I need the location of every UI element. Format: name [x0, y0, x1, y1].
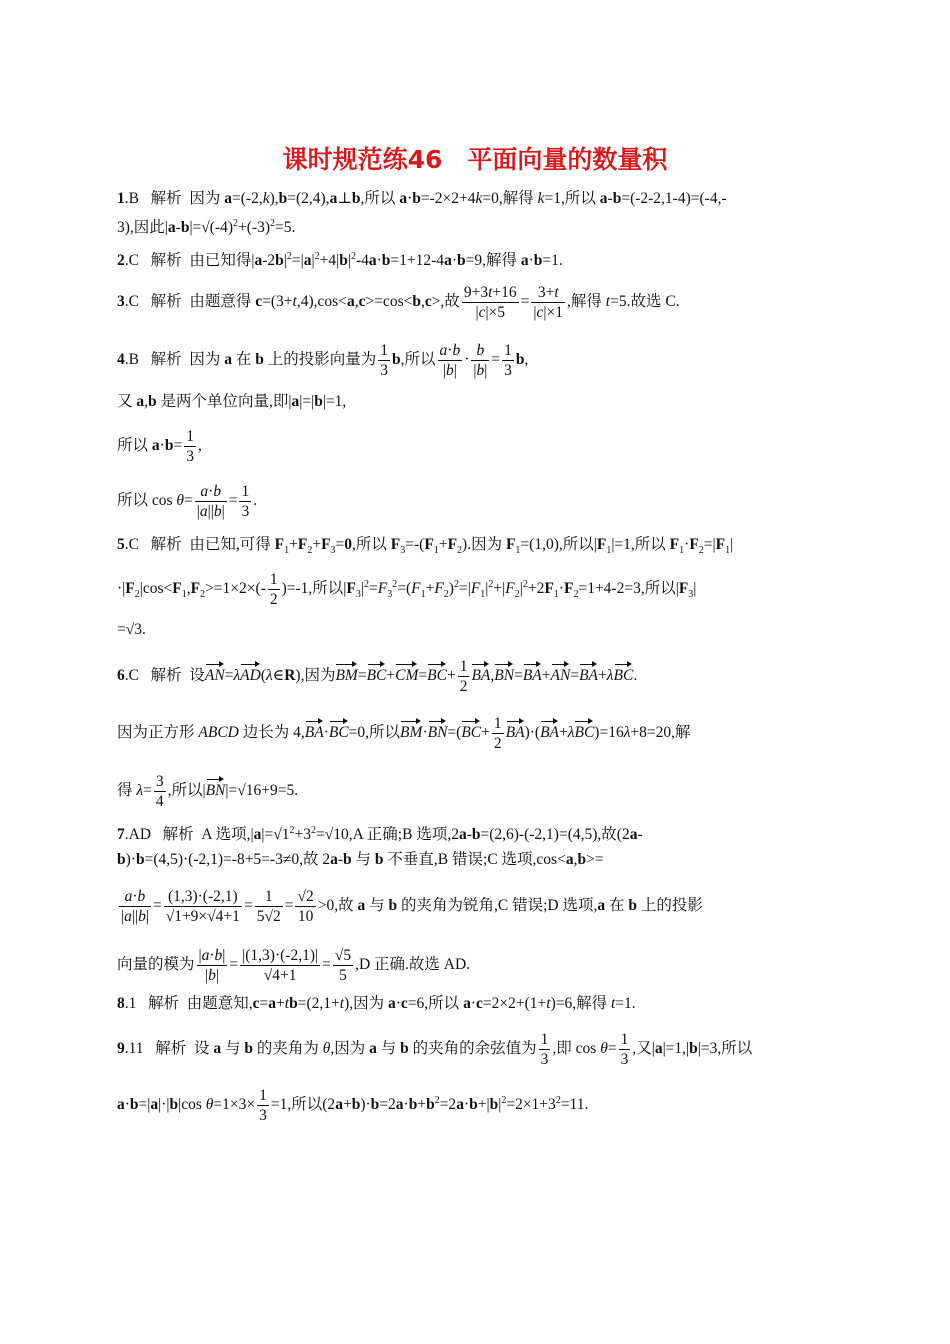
- solution-6-line-2: 因为正方形 ABCD 边长为 4,BA·BC=0,所以BM·BN=(BC+ $\frac{1}{2}$ BA)·(BA+λBC)=16λ+8=20,解: [117, 715, 691, 752]
- solution-8: 8.1 解析 由题意知,c=a+tb=(2,1+t),因为 a·c=6,所以 a·c=2×2+(1+t)=6,解得 t=1.: [117, 995, 636, 1012]
- item-number: 1: [117, 190, 125, 207]
- solution-9-line-2: a·b=|a|·|b|cos θ=1×3× $\frac{1}{3}$ =1,所以$(2a+b)\cdot b=2a\cdot b+b^2=2a\cdot b+|b|^2=2\times 1+3^2=11$.: [117, 1087, 589, 1124]
- solution-1-line-1: 1.B 解析 因为 a=(-2,k),b=(2,4),a⊥b,所以 a·b=-2×2+4k=0,解得 k=1,所以 a-b=(-2-2,1-4)=(-4,-: [117, 190, 727, 207]
- solution-1-line-2: 3),因此$|a-b|=√(-4)^2+(-3)^2=5$.: [117, 218, 296, 237]
- answer: .C: [124, 252, 139, 270]
- solution-7-line-3: $\frac{a\cdot b}{|a||b|}$ = $\frac{(1,3)\cdot(-2,1)}{√1+9\times√4+1}$ = $\frac{1}{5√2}$ = $\frac{√2}{10}$ >0,故 a 与 b 的夹角为锐角,C 错误;D 选项,a 在 b 上的投影: [121, 888, 703, 925]
- item-number: 5: [117, 536, 125, 553]
- answer: .C: [124, 536, 139, 553]
- solution-4-line-2: 又 a,b 是两个单位向量,即|a|=|b|=1,: [117, 393, 347, 410]
- solution-3: 3.C 解析 由题意得 c=(3+t,4),cos<a,c>=cos<b,c>,故 $\frac{9+3t+16}{|c|\times 5}$ = $\frac{3+t}{|c|\times 1}$ ,解得 t=5.故选 C.: [117, 284, 680, 321]
- solution-5-line-2: $\cdot|F_2|\cos<F_1,F_2>=1\times 2\times(-$ $\frac{1}{2}$ )=-1,所以$|F_3|^2=F_3^2=(F_1+F_2)^2=|F_1|^2+|F_2|^2+2F_1\cdot F_2=1+4-2=3$,所以$|F_3|$: [117, 571, 697, 608]
- answer: .C: [124, 293, 139, 311]
- item-number: 2: [117, 252, 125, 270]
- item-number: 9: [117, 1040, 125, 1058]
- answer: .B: [124, 351, 139, 369]
- analysis-label: 解析: [150, 667, 182, 685]
- solution-4-line-3: 所以 a·b= $\frac{1}{3}$ ,: [117, 428, 202, 465]
- item-number: 8: [117, 995, 125, 1012]
- solution-6-line-1: 6.C 解析 设AN=λAD(λ∈R),因为BM=BC+CM=BC+ $\frac{1}{2}$ BA,BN=BA+AN=BA+λBC.: [117, 658, 638, 695]
- item-number: 6: [117, 667, 125, 685]
- analysis-label: 解析: [150, 252, 182, 270]
- answer: .AD: [124, 826, 152, 844]
- answer: .B: [124, 190, 139, 207]
- page-title: 课时规范练46 平面向量的数量积: [282, 145, 668, 174]
- analysis-label: 解析: [155, 1040, 187, 1058]
- solution-4-line-4: 所以 cos θ= $\frac{a\cdot b}{|a||b|}$ = $\frac{1}{3}$ .: [117, 483, 258, 520]
- analysis-label: 解析: [150, 351, 182, 369]
- solution-7-line-4: 向量的模为 $\frac{|a\cdot b|}{|b|}$ = $\frac{|(1,3)\cdot(-2,1)|}{√4+1}$ = $\frac{√5}{5}$ ,D 正确.故选 AD.: [117, 947, 471, 984]
- analysis-label: 解析: [150, 293, 182, 311]
- item-number: 7: [117, 826, 125, 844]
- item-number: 3: [117, 293, 125, 311]
- solution-9-line-1: 9.11 解析 设 a 与 b 的夹角为 θ,因为 a 与 b 的夹角的余弦值为 $\frac{1}{3}$ ,即 cos θ= $\frac{1}{3}$ ,又|a|=1,|b|=3,所以: [117, 1031, 753, 1068]
- answer: .1: [124, 995, 137, 1012]
- item-number: 4: [117, 351, 125, 369]
- solution-6-line-3: 得 λ= $\frac{3}{4}$ ,所以|BN|=√16+9=5.: [117, 773, 299, 810]
- answer: .C: [124, 667, 139, 685]
- analysis-label: 解析: [150, 536, 182, 553]
- solution-5-line-3: =√3.: [117, 621, 146, 638]
- solution-4-line-1: 4.B 解析 因为 a 在 b 上的投影向量为 $\frac{1}{3}$ b,所以 $\frac{a\cdot b}{|b|}$ · $\frac{b}{|b|}$ = $\frac{1}{3}$ b,: [117, 342, 529, 379]
- solution-7-line-2: b)·b=(4,5)·(-2,1)=-8+5=-3≠0,故 2a-b 与 b 不垂直,B 错误;C 选项,cos<a,b>=: [117, 851, 604, 868]
- solution-7-line-1: 7.AD 解析 A 选项$,|a|=√1^2+3^2=√10,A$ 正确;B 选项,2a-b=(2,6)-(-2,1)=(4,5),故(2a-: [117, 825, 643, 844]
- answer: .11: [124, 1040, 144, 1058]
- analysis-label: 解析: [148, 995, 180, 1012]
- solution-2: 2.C 解析 由已知得$|a-2b|^2=|a|^2+4|b|^2-4a\cdot b=1+12-4a\cdot b=9$,解得 a·b=1.: [117, 251, 563, 270]
- analysis-label: 解析: [162, 826, 194, 844]
- solution-5-line-1: 5.C 解析 由已知,可得 $F_1+F_2+F_3=0$,所以 $F_3=-(F_1+F_2)$.因为 $F_1=(1,0)$,所以$|F_1|=1$,所以 $F_1\cdot F_2=|F_1|$: [117, 536, 734, 557]
- analysis-label: 解析: [150, 190, 182, 207]
